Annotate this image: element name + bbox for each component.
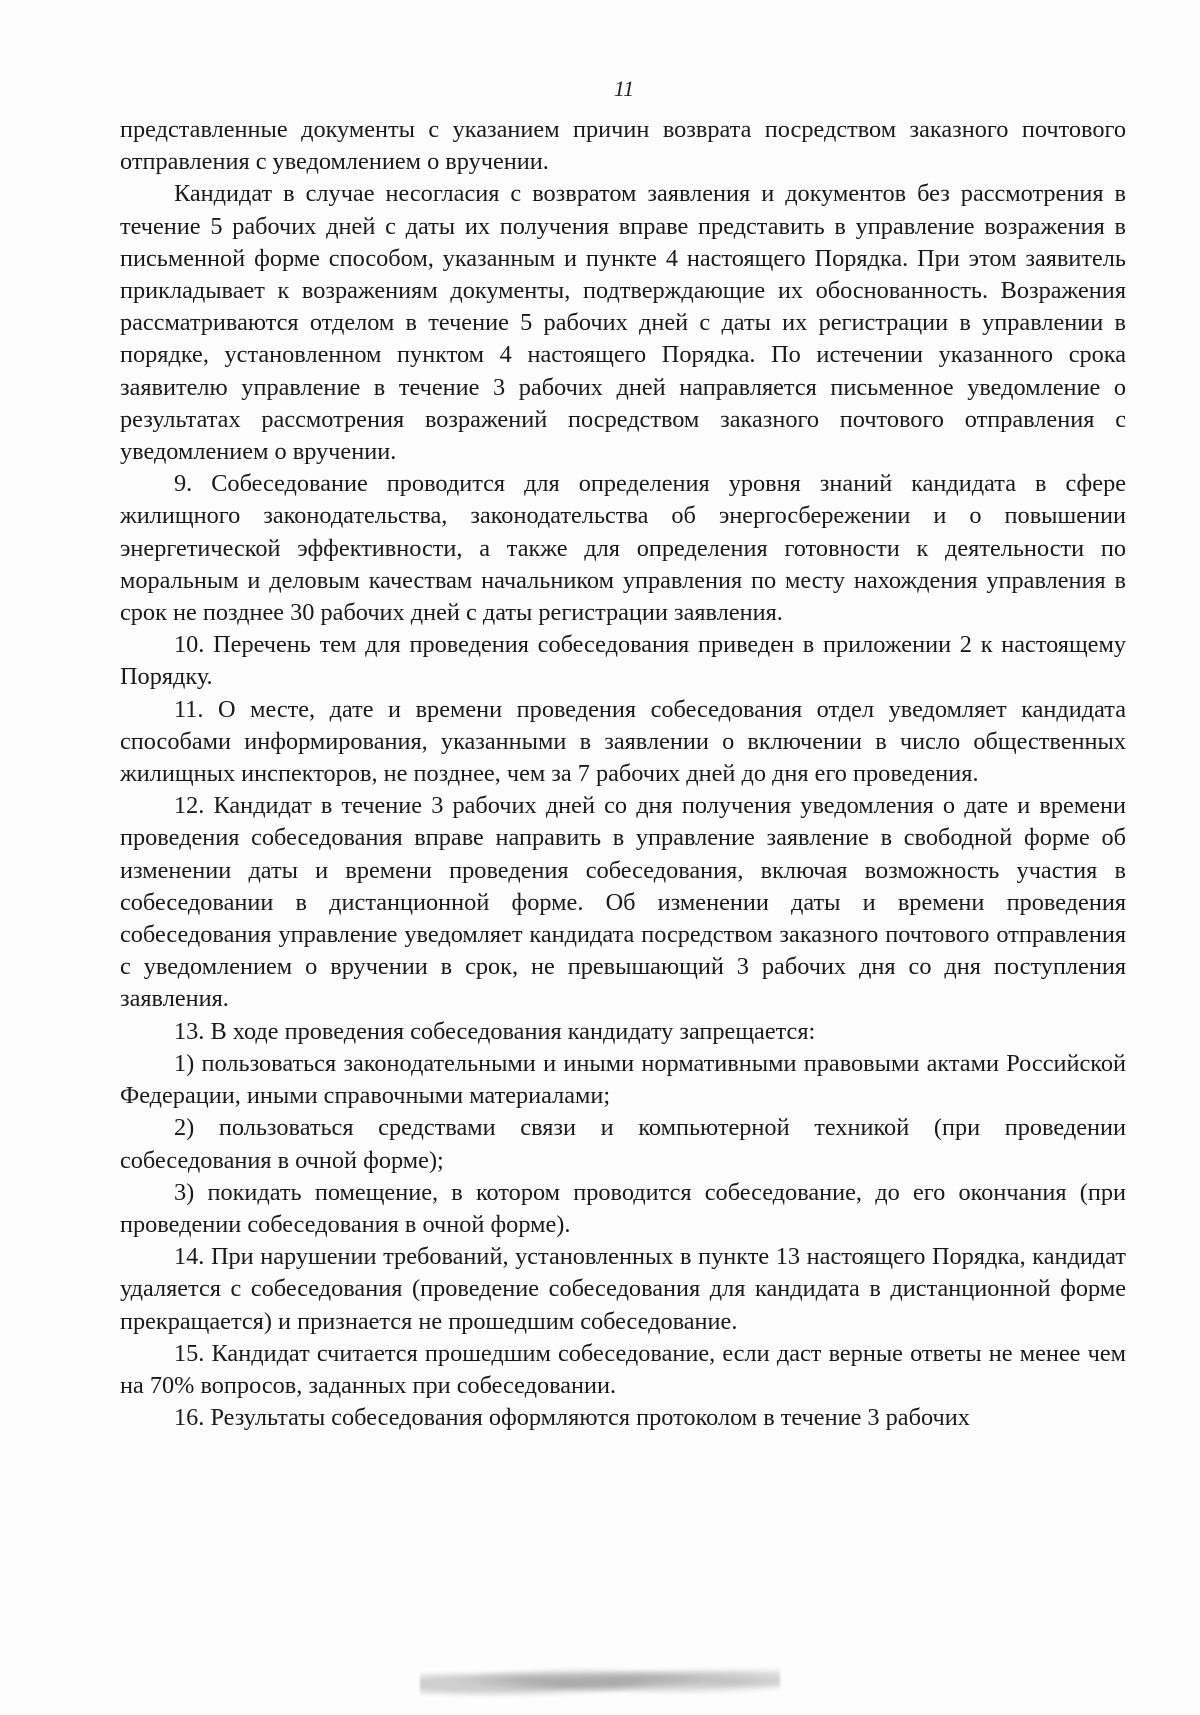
paragraph-item-15: 15. Кандидат считается прошедшим собеседование, если даст верные ответы не менее чем на 70% вопросов, заданных при собеседовании. [120,1339,1126,1399]
paragraph-item-13: 13. В ходе проведения собеседования кандидату запрещается: [174,1017,816,1045]
scan-smudge [420,1660,780,1700]
paragraph-subitem-3: 3) покидать помещение, в котором проводится собеседование, до его окончания (при проведении собеседования в очной форме). [120,1178,1126,1238]
paragraph-objection: Кандидат в случае несогласия с возвратом заявления и документов без рассмотрения в течение 5 рабочих дней с даты их получения вправе представить в управление возражения в письменной форме способом, указанным и пункте 4 настоящего Порядка. При этом заявитель прикладывает к возражениям документы, подтверждающие их обоснованность. Возражения рассматриваются отделом в течение 5 рабочих дней с даты их регистрации в управлении в порядке, установленном пунктом 4 настоящего Порядка. По истечении указанного срока заявителю управление в течение 3 рабочих дней направляется письменное уведомление о результатах рассмотрения возражений посредством заказного почтового отправления с уведомлением о вручении. [120,180,1126,466]
paragraph-item-9: 9. Собеседование проводится для определения уровня знаний кандидата в сфере жилищного законодательства, законодательства об энергосбережении и о повышении энергетической эффективности, а также для определения готовности к деятельности по моральным и деловым качествам начальником управления по месту нахождения управления в срок не позднее 30 рабочих дней с даты регистрации заявления. [120,470,1126,627]
paragraph-item-10: 10. Перечень тем для проведения собеседования приведен в приложении 2 к настоящему Порядку. [120,631,1126,691]
paragraph-subitem-1: 1) пользоваться законодательными и иными нормативными правовыми актами Российской Федерации, иными справочными материалами; [120,1049,1126,1110]
paragraph-item-11: 11. О месте, дате и времени проведения собеседования отдел уведомляет кандидата способами информирования, указанными в заявлении о включении в число общественных жилищных инспекторов, не позднее, чем за 7 рабочих дней до дня его проведения. [120,695,1126,788]
paragraph-continuation: представленные документы с указанием причин возврата посредством заказного почтового отправления с уведомлением о вручении. [120,116,1126,176]
page-number: 11 [613,76,635,101]
document-body [120,114,1126,1434]
paragraph-item-14: 14. При нарушении требований, установленных в пункте 13 настоящего Порядка, кандидат удаляется с собеседования (проведение собеседования для кандидата в дистанционной форме прекращается) и признается не прошедшим собеседование. [120,1243,1126,1335]
paragraph-subitem-2: 2) пользоваться средствами связи и компьютерной техникой (при проведении собеседования в очной форме); [120,1114,1126,1174]
paragraph-item-16: 16. Результаты собеседования оформляются протоколом в течение 3 рабочих [174,1404,970,1432]
paragraph-item-12: 12. Кандидат в течение 3 рабочих дней со дня получения уведомления о дате и времени проведения собеседования вправе направить в управление заявление в свободной форме об изменении даты и времени проведения собеседования, включая возможность участия в собеседовании в дистанционной форме. Об изменении даты и времени проведения собеседования управление уведомляет кандидата посредством заказного почтового отправления с уведомлением о вручении в срок, не превышающий 3 рабочих дня со дня поступления заявления. [120,792,1126,1013]
